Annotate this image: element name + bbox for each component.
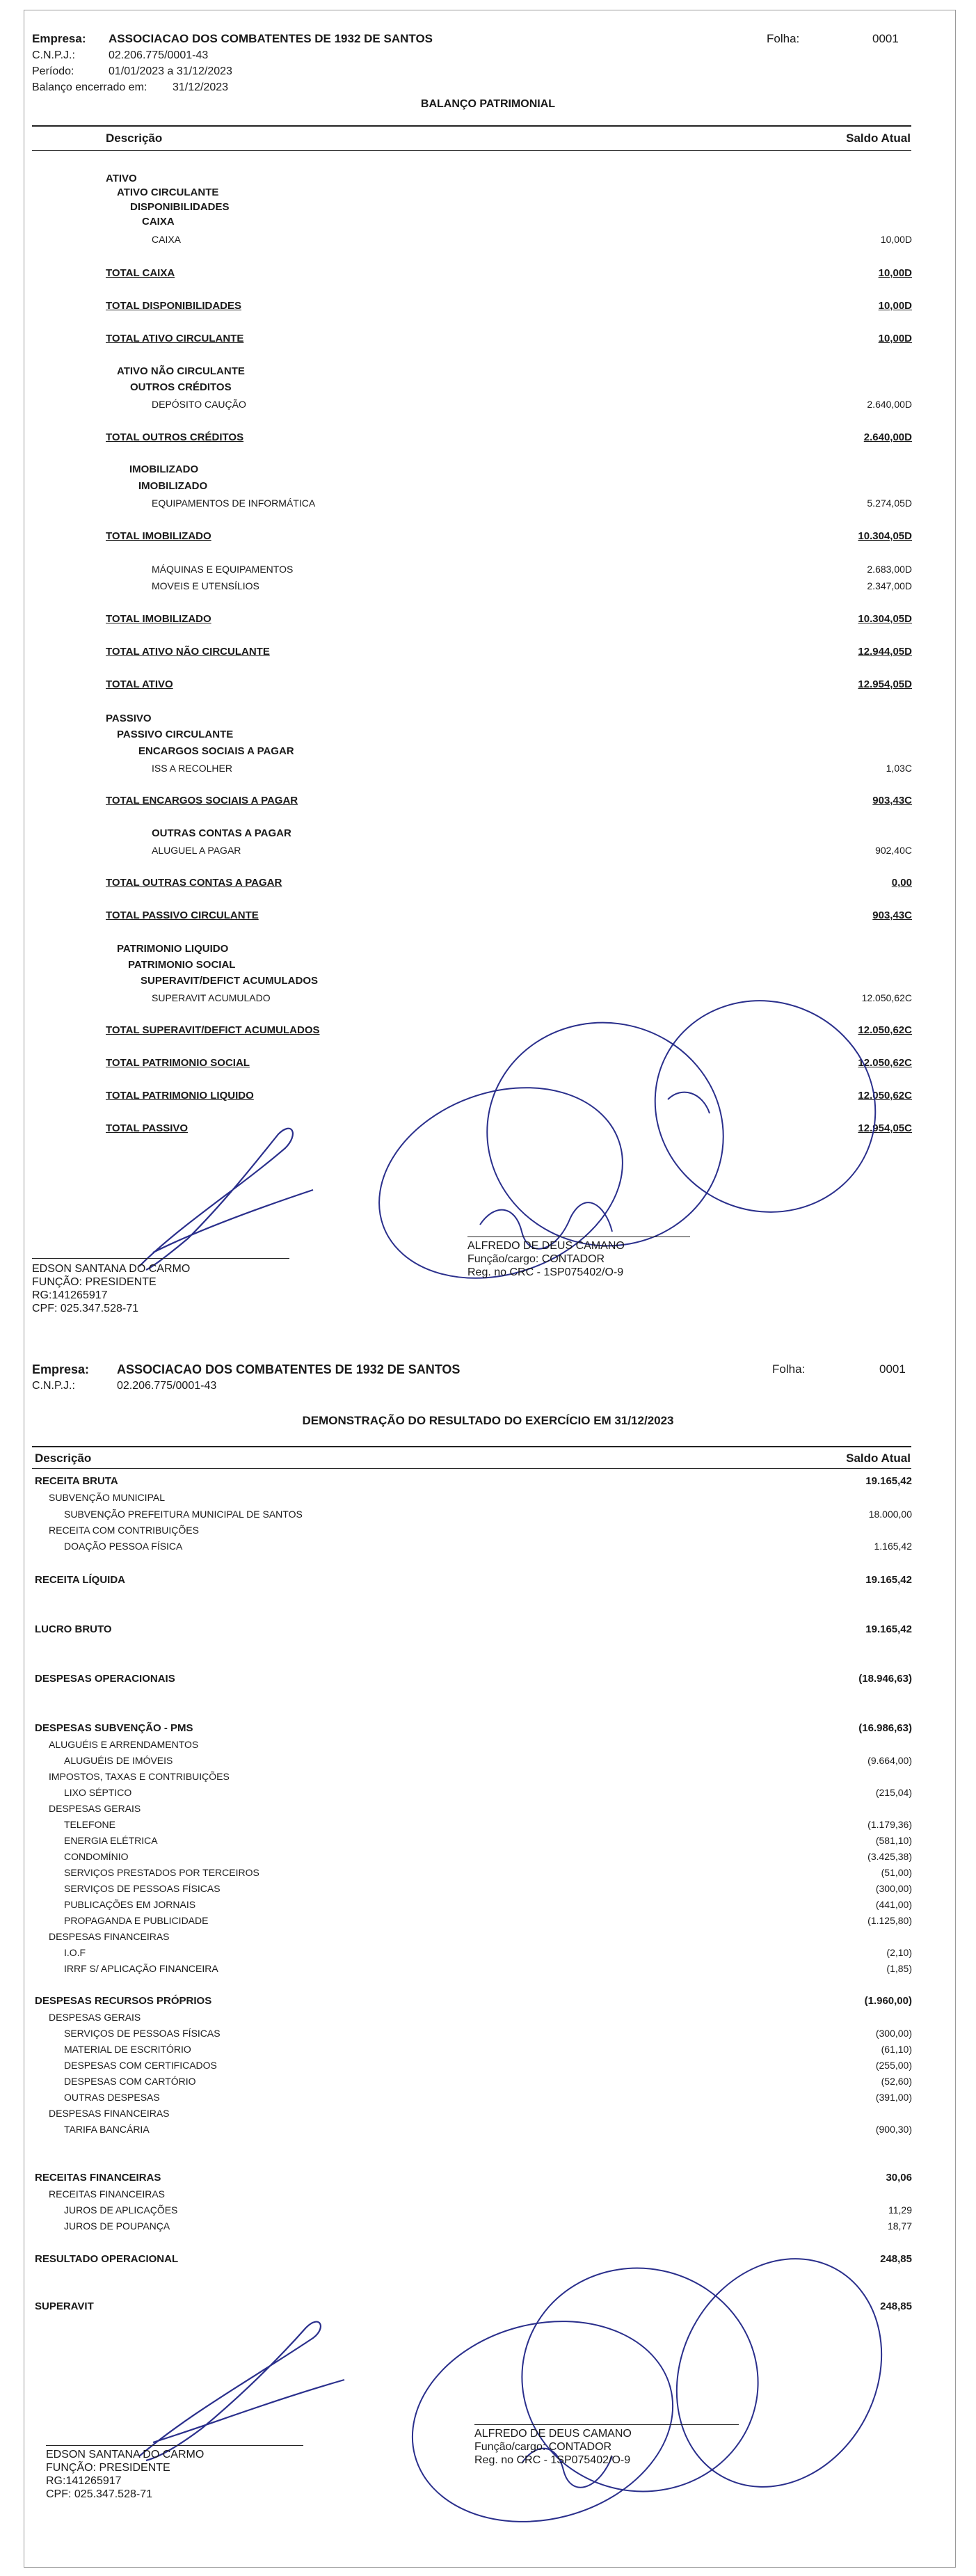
signature-line-text: RG:141265917 [46,2475,122,2487]
row-value: (581,10) [875,1835,912,1846]
row-label: TOTAL IMOBILIZADO [106,530,211,542]
row-label: DESPESAS OPERACIONAIS [35,1673,175,1685]
periodo-value: 01/01/2023 a 31/12/2023 [109,65,232,77]
cnpj-label: C.N.P.J.: [32,1380,75,1392]
cnpj-label: C.N.P.J.: [32,49,75,61]
periodo-label: Período: [32,65,74,77]
balanco-title: BALANÇO PATRIMONIAL [420,98,556,110]
empresa-label: Empresa: [32,32,86,45]
empresa-label: Empresa: [32,1362,90,1376]
row-label: DEPÓSITO CAUÇÃO [152,399,246,410]
row-value: (1.960,00) [864,1995,912,2007]
row-value: 10,00D [878,333,912,344]
row-label: OUTRAS DESPESAS [64,2092,160,2103]
row-value: 12.954,05C [858,1122,912,1134]
row-value: (215,04) [875,1787,912,1798]
signature-line-left [32,1258,289,1259]
row-label: RECEITA COM CONTRIBUIÇÕES [49,1525,199,1536]
row-value: 2.640,00D [863,431,912,443]
row-label: SERVIÇOS PRESTADOS POR TERCEIROS [64,1867,259,1878]
row-value: (3.425,38) [867,1851,912,1862]
row-label: TOTAL ENCARGOS SOCIAIS A PAGAR [106,795,298,806]
signature-accountant [376,995,890,1301]
row-value: (2,10) [886,1947,912,1958]
row-label: DESPESAS SUBVENÇÃO - PMS [35,1722,193,1734]
row-value: 248,85 [880,2253,912,2265]
cnpj-value: 02.206.775/0001-43 [117,1380,217,1392]
row-label: TOTAL ATIVO NÃO CIRCULANTE [106,646,270,658]
row-value: 903,43C [872,795,912,806]
row-label: DESPESAS COM CERTIFICADOS [64,2060,217,2071]
row-value: 902,40C [875,845,912,856]
row-label: MOVEIS E UTENSÍLIOS [152,580,259,591]
row-value: (300,00) [875,2028,912,2039]
row-label: TOTAL SUPERAVIT/DEFICT ACUMULADOS [106,1024,320,1036]
row-value: 2.683,00D [867,564,912,575]
row-value: 10,00D [878,300,912,312]
encerrado-value: 31/12/2023 [173,81,229,93]
row-label: DESPESAS FINANCEIRAS [49,2108,170,2119]
row-label: IRRF S/ APLICAÇÃO FINANCEIRA [64,1963,218,1974]
row-label: PATRIMONIO LIQUIDO [117,943,229,955]
row-value: 5.274,05D [867,498,912,509]
row-label: SERVIÇOS DE PESSOAS FÍSICAS [64,1883,221,1894]
signature-left-text [46,2448,204,2501]
col-descricao: Descrição [106,132,163,145]
row-label: DESPESAS FINANCEIRAS [49,1931,170,1942]
row-label: TOTAL ATIVO CIRCULANTE [106,333,244,344]
col-descricao: Descrição [35,1452,92,1465]
signature-president [83,1106,320,1273]
signature-line-text: EDSON SANTANA DO CARMO [46,2449,205,2460]
row-label: SUPERAVIT/DEFICT ACUMULADOS [141,975,318,987]
row-value: (900,30) [875,2124,912,2135]
row-label: DESPESAS RECURSOS PRÓPRIOS [35,1995,212,2007]
row-value: (255,00) [875,2060,912,2071]
row-value: (1,85) [886,1963,912,1974]
signature-line-text: Reg. no CRC - 1SP075402/O-9 [467,1266,624,1278]
encerrado-label: Balanço encerrado em: [32,81,147,93]
row-label: RECEITA LÍQUIDA [35,1574,125,1586]
header-rule-bottom [32,150,911,151]
header-rule [32,125,911,127]
row-label: PASSIVO CIRCULANTE [117,729,234,740]
signature-line-text: FUNÇÃO: PRESIDENTE [46,2462,170,2474]
row-value: 12.944,05D [858,646,912,658]
row-label: PASSIVO [106,713,152,724]
row-label: ATIVO CIRCULANTE [117,186,219,198]
row-value: (16.986,63) [858,1722,912,1734]
row-label: TOTAL PATRIMONIO LIQUIDO [106,1090,254,1102]
row-label: RECEITAS FINANCEIRAS [49,2188,165,2200]
signature-line-text: RG:141265917 [32,1289,108,1301]
row-label: IMOBILIZADO [129,463,199,475]
row-value: 0,00 [891,877,912,889]
row-label: SUBVENÇÃO MUNICIPAL [49,1492,165,1503]
row-value: 10,00D [880,234,912,245]
header-rule-bottom [32,1468,911,1469]
row-label: TOTAL PASSIVO CIRCULANTE [106,909,259,921]
row-value: 19.165,42 [865,1623,912,1635]
row-value: (52,60) [881,2076,912,2087]
row-label: PUBLICAÇÕES EM JORNAIS [64,1899,196,1910]
row-label: ALUGUEL A PAGAR [152,845,241,856]
signature-accountant [403,2241,890,2540]
col-saldo: Saldo Atual [846,132,911,145]
header-rule [32,1446,911,1447]
row-label: TOTAL OUTRAS CONTAS A PAGAR [106,877,282,889]
row-value: (51,00) [881,1867,912,1878]
signature-line-text: CPF: 025.347.528-71 [32,1303,138,1314]
row-label: ALUGUÉIS DE IMÓVEIS [64,1755,173,1766]
signature-right-text [474,2427,632,2467]
row-value: (18.946,63) [858,1673,912,1685]
row-label: IMPOSTOS, TAXAS E CONTRIBUIÇÕES [49,1771,230,1782]
row-label: SUBVENÇÃO PREFEITURA MUNICIPAL DE SANTOS [64,1509,303,1520]
dre-title: DEMONSTRAÇÃO DO RESULTADO DO EXERCÍCIO EM 31/12/2023 [302,1414,674,1427]
folha-number: 0001 [872,32,899,45]
signature-line-text: ALFREDO DE DEUS CAMANO [467,1240,625,1252]
row-label: TOTAL PATRIMONIO SOCIAL [106,1057,250,1069]
row-value: (9.664,00) [867,1755,912,1766]
row-label: DISPONIBILIDADES [130,201,230,213]
dre-section [0,1343,976,2568]
row-value: 12.050,62C [858,1090,912,1102]
folha-label: Folha: [772,1362,806,1376]
signature-left-text [32,1262,190,1315]
row-label: IMOBILIZADO [138,480,208,492]
row-label: SUPERAVIT [35,2300,94,2312]
row-label: RESULTADO OPERACIONAL [35,2253,179,2265]
row-value: (391,00) [875,2092,912,2103]
row-value: 12.050,62C [861,992,912,1003]
row-label: MÁQUINAS E EQUIPAMENTOS [152,564,294,575]
signature-line-right [474,2424,739,2425]
signature-line-text: Função/cargo: CONTADOR [467,1253,605,1265]
signature-line-text: FUNÇÃO: PRESIDENTE [32,1276,157,1288]
row-label: CAIXA [152,234,182,245]
row-label: RECEITA BRUTA [35,1475,118,1487]
row-value: 12.050,62C [858,1024,912,1036]
row-value: 1.165,42 [874,1541,912,1552]
row-value: 10,00D [878,267,912,279]
row-value: 248,85 [880,2300,912,2312]
row-value: 18.000,00 [868,1509,912,1520]
row-value: 10.304,05D [858,613,912,625]
row-value: (300,00) [875,1883,912,1894]
row-label: LUCRO BRUTO [35,1623,112,1635]
row-value: 11,29 [888,2204,912,2216]
empresa-name: ASSOCIACAO DOS COMBATENTES DE 1932 DE SANTOS [109,32,433,45]
signature-line-text: EDSON SANTANA DO CARMO [32,1263,191,1275]
row-value: (61,10) [881,2044,912,2055]
row-label: TOTAL OUTROS CRÉDITOS [106,431,244,443]
signature-line-text: Reg. no CRC - 1SP075402/O-9 [474,2454,631,2466]
row-label: ISS A RECOLHER [152,763,232,774]
row-label: CAIXA [142,216,175,228]
row-label: I.O.F [64,1947,86,1958]
row-label: TOTAL CAIXA [106,267,175,279]
folha-label: Folha: [767,32,800,45]
row-value: 903,43C [872,909,912,921]
row-value: 18,77 [887,2220,912,2232]
row-label: TOTAL DISPONIBILIDADES [106,300,242,312]
row-label: PROPAGANDA E PUBLICIDADE [64,1915,209,1926]
row-value: 2.347,00D [867,580,912,591]
row-value: 2.640,00D [867,399,912,410]
row-label: ATIVO NÃO CIRCULANTE [117,365,245,377]
row-label: SERVIÇOS DE PESSOAS FÍSICAS [64,2028,221,2039]
row-value: (441,00) [875,1899,912,1910]
row-label: DOAÇÃO PESSOA FÍSICA [64,1541,183,1552]
signature-line-text: CPF: 025.347.528-71 [46,2488,152,2500]
row-label: DESPESAS COM CARTÓRIO [64,2076,196,2087]
row-label: TELEFONE [64,1819,115,1830]
row-label: TOTAL PASSIVO [106,1122,189,1134]
row-label: RECEITAS FINANCEIRAS [35,2172,161,2184]
row-label: ALUGUÉIS E ARRENDAMENTOS [49,1739,199,1750]
row-label: CONDOMÍNIO [64,1851,129,1862]
empresa-name: ASSOCIACAO DOS COMBATENTES DE 1932 DE SANTOS [117,1362,461,1376]
row-value: 30,06 [886,2172,912,2184]
signature-president [90,2303,355,2463]
row-value: (1.125,80) [867,1915,912,1926]
row-label: ENERGIA ELÉTRICA [64,1835,158,1846]
row-value: (1.179,36) [867,1819,912,1830]
signature-line-text: ALFREDO DE DEUS CAMANO [474,2428,632,2440]
row-label: JUROS DE APLICAÇÕES [64,2204,178,2216]
row-label: TOTAL IMOBILIZADO [106,613,211,625]
row-label: ENCARGOS SOCIAIS A PAGAR [138,745,294,757]
row-label: TARIFA BANCÁRIA [64,2124,150,2135]
row-value: 10.304,05D [858,530,912,542]
signature-line-left [46,2445,303,2446]
row-label: OUTROS CRÉDITOS [130,381,232,393]
row-value: 19.165,42 [865,1574,912,1586]
row-label: ATIVO [106,173,137,184]
row-label: OUTRAS CONTAS A PAGAR [152,827,291,839]
col-saldo: Saldo Atual [846,1452,911,1465]
row-value: 1,03C [886,763,912,774]
folha-number: 0001 [879,1362,906,1376]
row-value: 12.954,05D [858,678,912,690]
cnpj-value: 02.206.775/0001-43 [109,49,209,61]
row-label: EQUIPAMENTOS DE INFORMÁTICA [152,498,316,509]
row-label: JUROS DE POUPANÇA [64,2220,170,2232]
row-label: SUPERAVIT ACUMULADO [152,992,271,1003]
row-label: LIXO SÉPTICO [64,1787,132,1798]
row-value: 12.050,62C [858,1057,912,1069]
signature-right-text [467,1239,625,1279]
row-label: PATRIMONIO SOCIAL [128,959,236,971]
row-label: TOTAL ATIVO [106,678,173,690]
signature-line-text: Função/cargo: CONTADOR [474,2441,612,2453]
row-value: 19.165,42 [865,1475,912,1487]
row-label: MATERIAL DE ESCRITÓRIO [64,2044,191,2055]
row-label: DESPESAS GERAIS [49,1803,141,1814]
row-label: DESPESAS GERAIS [49,2012,141,2023]
